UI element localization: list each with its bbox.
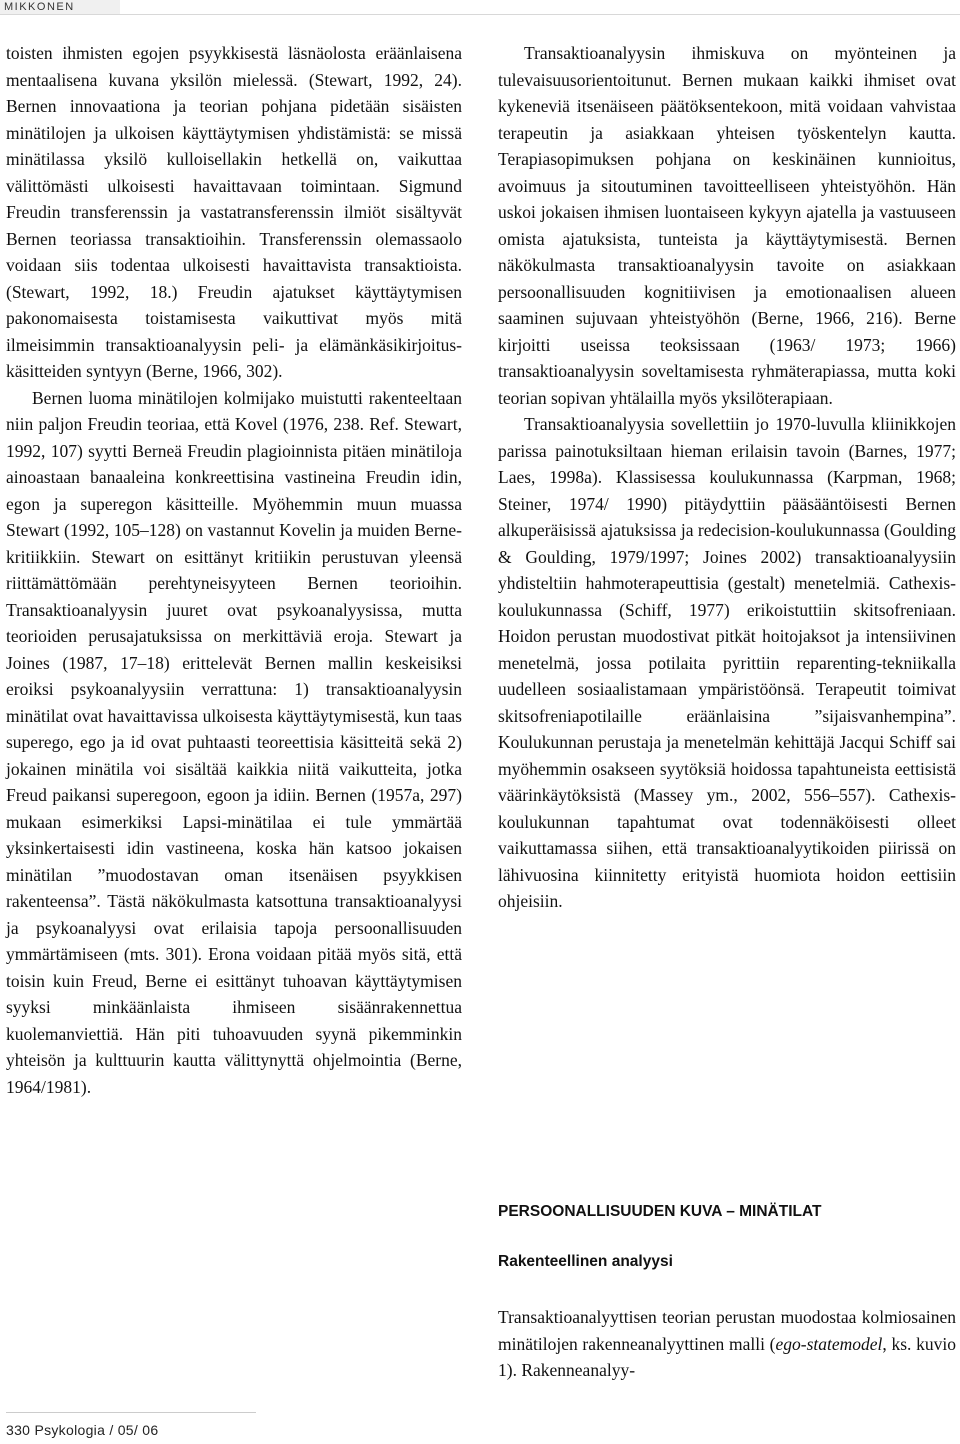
right-tail-text-end: , ks. kuvio 1). Rakenneanalyy- xyxy=(498,1333,956,1380)
right-tail-italic-term: ego-statemodel xyxy=(775,1333,883,1354)
header-divider xyxy=(0,14,960,15)
right-paragraph-2: Transaktioanalyysia sovellettiin jo 1970-luvulla kliinikkojen parissa painotuksiltaan hieman erilaisin tavoin (Barnes, 1977; Laes, 1998a). Klassisessa koulukunnassa (Karpman, 1968; Steiner, 1974/ 1990) pitäydyttiin pääsääntöisesti Bernen alkuperäisissä ajatuksissa ja redecision-koulukunnassa (Goulding & Goulding, 1979/1997; Joines 2002) transaktioanalyysiin yhdisteltiin hahmoterapeuttisia (gestalt) menetelmiä. Cathexis-koulukunnassa (Schiff, 1977) erikoistuttiin skitsofreniaan. Hoidon perustan muodostivat pitkät hoitojaksot ja intensiivinen menetelmä, jossa potilaita pyrittiin reparenting-tekniikalla uudelleen sosiaalistamaan ympäristöönsä. Terapeutit toimivat skitsofreniapotilaille eräänlaisina ”sijaisvanhempina”. Koulukunnan perustaja ja menetelmän kehittäjä Jacqui Schiff sai myöhemmin osakseen syytöksiä hoidossa tapahtuneista eettisistä väärinkäytöksistä (Massey ym., 2002, 556–557). Cathexis-koulukunnan tapahtumat ovat todennäköisesti olleet vaikuttamassa siihen, että transaktioanalyytikoiden piirissä on lähivuosina kiinnitetty erityistä huomiota hoidon eettisiin ohjeisiin. xyxy=(498,414,956,911)
left-paragraph-2: Bernen luoma minätilojen kolmijako muistutti rakenteeltaan niin paljon Freudin teoriaa, että Kovel (1976, 238. Ref. Stewart, 1992, 107) syytti Berneä Freudin plagioinnista pitäen minätiloja ainoastaan banaaleina konkreettisina vastineina Freudin idin, egon ja superegon käsitteille. Myöhemmin muun muassa Stewart (1992, 105–128) on vastannut Kovelin ja muiden Berne-kritiikkiin. Stewart on esittänyt kritiikin perustuvan yleensä riittämättömään perehtyneisyyteen Bernen teorioihin. Transaktioanalyysin juuret ovat psykoanalyysissa, mutta teorioiden perusajatuksissa on merkittäviä eroja. Stewart ja Joines (1987, 17–18) erittelevät Bernen mallin keskeisiksi eroiksi psykoanalyysiin verrattuna: 1) transaktioanalyysin minätilat ovat havaittavissa ulkoisesta käyttäytymisestä, kun taas superego, ego ja id ovat puhtaasti teoreettisia käsitteitä sekä 2) jokainen minätila voi sisältää kaikkia niitä vaikutteita, jotka Freud paikansi superegoon, egoon ja idiin. Bernen (1957a, 297) mukaan esimerkiksi Lapsi-minätilaa ei tule ymmärtää yksinkertaisesti idin vastineena, koska hän katsoo jokaisen minätilan ”muodostavan oman itsenäisen psyykkisen rakenteensa”. Tästä näkökulmasta katsottuna transaktioanalyysi ja psykoanalyysi ovat erilaisia tapoja persoonallisuuden ymmärtämiseen (mts. 301). Erona voidaan pitää myös sitä, että toisin kuin Freud, Berne ei esittänyt tuhoavan käyttäytymisen syyksi minkäänlaista ihmiseen sisäänrakennettua kuolemanviettiä. Hän piti tuhoavuuden syynä pikemminkin yhteisön ja kulttuurin kautta välittynyttä ohjelmointia (Berne, 1964/1981). xyxy=(6,387,462,1097)
page-number-footer: 330 Psykologia / 05/ 06 xyxy=(6,1422,159,1438)
footer-divider xyxy=(6,1412,256,1413)
right-tail-text-start: Transaktioanalyyttisen teorian perustan muodostaa kolmiosainen minätilojen rakenneanalyyttinen malli ( xyxy=(498,1307,956,1354)
left-column xyxy=(6,40,462,1100)
right-tail-paragraph xyxy=(498,1304,956,1384)
subsection-heading: Rakenteellinen analyysi xyxy=(498,1253,673,1270)
right-paragraph-1: Transaktioanalyysin ihmiskuva on myönteinen ja tulevaisuusorientoitunut. Bernen mukaan kaikki ihmiset ovat kykeneviä itsenäiseen päätöksentekoon, mitä voidaan vahvistaa terapeutin ja asiakkaan yhteisen työskentelyn kautta. Terapiasopimuksen pohjana on keskinäinen kunnioitus, avoimuus ja sitoutuminen tavoitteelliseen yhteistyöhön. Hän uskoi jokaisen ihmisen luontaiseen kykyyn ajatella ja vastuuseen omista ajatuksista, tunteista ja käyttäytymisestä. Bernen näkökulmasta transaktioanalyysin tavoite on asiakkaan persoonallisuuden kognitiivisen ja emotionaalisen alueen saaminen sujuvaan yhteistyöhön (Berne, 1966, 216). Berne kirjoitti useissa teoksissaan (1963/ 1973; 1966) transaktioanalyysin soveltamisesta ryhmäterapiassa, mutta koki teorian sopivan yhtälailla myös yksilöterapiaan. xyxy=(498,43,956,408)
running-head: MIKKONEN xyxy=(4,1,75,13)
right-column-tail xyxy=(498,1304,956,1384)
section-heading: PERSOONALLISUUDEN KUVA – MINÄTILAT xyxy=(498,1203,822,1220)
left-paragraph-1: toisten ihmisten egojen psyykkisestä läsnäolosta eräänlaisena mentaalisena kuvana yksilön mielessä. (Stewart, 1992, 24). Bernen innovaationa ja teorian pohjana pidetään sisäisten minätilojen ja ulkoisen käyttäytymisen yhdistämistä: se missä minätilassa yksilö kulloisellakin hetkellä on, vaikuttaa välittömästi ulkoisesti havaittavaan toimintaan. Sigmund Freudin transferenssin ja vastatransferenssin ilmiöt sisältyvät Bernen teoriassa transaktioihin. Transferenssin olemassaolo voidaan siis todentaa ulkoisesti havaittavista transaktioista. (Stewart, 1992, 18.) Freudin ajatukset käyttäytymisen pakonomaisesta toistamisesta vaikuttivat myös mitä ilmeisimmin transaktioanalyysin peli- ja elämänkäsikirjoitus-käsitteiden syntyyn (Berne, 1966, 302). xyxy=(6,43,462,381)
right-column xyxy=(498,40,956,915)
